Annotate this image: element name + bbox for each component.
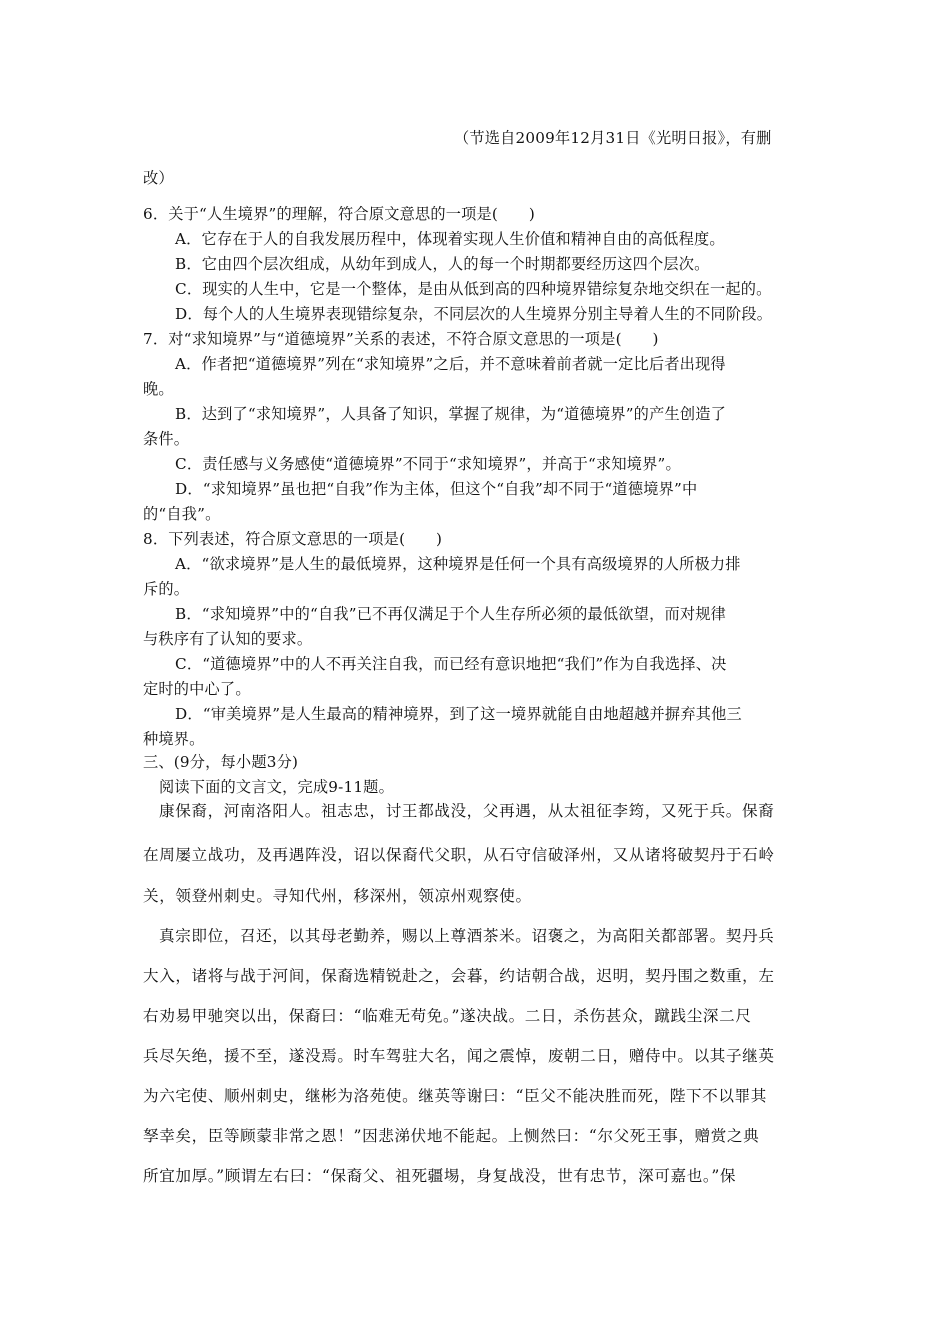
passage-line: 所宜加厚。”顾谓左右曰：“保裔父、祖死疆埸，身复战没，世有忠节，深可嘉也。”保 bbox=[143, 1167, 737, 1185]
question-7-option-a-cont: 晚。 bbox=[143, 380, 174, 398]
question-8-option-c: C．“道德境界”中的人不再关注自我，而已经有意识地把“我们”作为自我选择、决 bbox=[175, 655, 727, 673]
question-8-option-a: A．“欲求境界”是人生的最低境界，这种境界是任何一个具有高级境界的人所极力排 bbox=[175, 555, 741, 573]
question-8-option-d: D．“审美境界”是人生最高的精神境界，到了这一境界就能自由地超越并摒弃其他三 bbox=[175, 705, 742, 723]
question-8-option-b-cont: 与秩序有了认知的要求。 bbox=[143, 630, 313, 648]
question-6-stem: 6．关于“人生境界”的理解，符合原文意思的一项是( ) bbox=[143, 205, 535, 223]
question-7-option-d: D．“求知境界”虽也把“自我”作为主体，但这个“自我”却不同于“道德境界”中 bbox=[175, 480, 698, 498]
question-7-option-d-cont: 的“自我”。 bbox=[143, 505, 221, 523]
source-citation-line2: 改） bbox=[143, 169, 174, 187]
section-3-heading: 三、(9分，每小题3分) bbox=[143, 753, 299, 771]
source-citation-line1: （节选自2009年12月31日《光明日报》，有删 bbox=[454, 129, 772, 147]
question-7-option-b: B．达到了“求知境界”，人具备了知识，掌握了规律，为“道德境界”的产生创造了 bbox=[175, 405, 727, 423]
question-7-stem: 7．对“求知境界”与“道德境界”关系的表述，不符合原文意思的一项是( ) bbox=[143, 330, 659, 348]
passage-line: 真宗即位，召还，以其母老勤养，赐以上尊酒茶米。诏褒之，为高阳关都部署。契丹兵 bbox=[159, 927, 775, 945]
question-6-option-d: D．每个人的人生境界表现错综复杂，不同层次的人生境界分别主导着人生的不同阶段。 bbox=[175, 305, 773, 323]
passage-line: 孥幸矣，臣等顾蒙非常之恩！”因悲涕伏地不能起。上恻然曰：“尔父死王事，赠赏之典 bbox=[143, 1127, 760, 1145]
question-8-option-d-cont: 种境界。 bbox=[143, 730, 205, 748]
passage-line: 为六宅使、顺州刺史，继彬为洛苑使。继英等谢曰：“臣父不能决胜而死，陛下不以罪其 bbox=[143, 1087, 767, 1105]
question-7-option-a: A．作者把“道德境界”列在“求知境界”之后，并不意味着前者就一定比后者出现得 bbox=[175, 355, 726, 373]
passage-line: 大入，诸将与战于河间，保裔选精锐赴之，会暮，约诘朝合战，迟明，契丹围之数重，左 bbox=[143, 967, 775, 985]
question-6-option-c: C．现实的人生中，它是一个整体，是由从低到高的四种境界错综复杂地交织在一起的。 bbox=[175, 280, 772, 298]
question-6-option-a: A．它存在于人的自我发展历程中，体现着实现人生价值和精神自由的高低程度。 bbox=[175, 230, 725, 248]
section-3-instruction: 阅读下面的文言文，完成9-11题。 bbox=[159, 778, 394, 796]
question-8-stem: 8．下列表述，符合原文意思的一项是( ) bbox=[143, 530, 443, 548]
passage-line: 在周屡立战功，及再遇阵没，诏以保裔代父职，从石守信破泽州，又从诸将破契丹于石岭 bbox=[143, 846, 775, 864]
passage-line: 康保裔，河南洛阳人。祖志忠，讨王都战没，父再遇，从太祖征李筠，又死于兵。保裔 bbox=[159, 802, 775, 820]
question-7-option-c: C．责任感与义务感使“道德境界”不同于“求知境界”，并高于“求知境界”。 bbox=[175, 455, 681, 473]
question-6-option-b: B．它由四个层次组成，从幼年到成人，人的每一个时期都要经历这四个层次。 bbox=[175, 255, 710, 273]
question-8-option-b: B．“求知境界”中的“自我”已不再仅满足于个人生存所必须的最低欲望，而对规律 bbox=[175, 605, 727, 623]
question-7-option-b-cont: 条件。 bbox=[143, 430, 190, 448]
passage-line: 兵尽矢绝，援不至，遂没焉。时车驾驻大名，闻之震悼，废朝二日，赠侍中。以其子继英 bbox=[143, 1047, 775, 1065]
passage-line: 关，领登州刺史。寻知代州，移深州，领凉州观察使。 bbox=[143, 887, 532, 905]
passage-line: 右劝易甲驰突以出，保裔曰：“临难无苟免。”遂决战。二日，杀伤甚众，蹴践尘深二尺 bbox=[143, 1007, 752, 1025]
question-8-option-a-cont: 斥的。 bbox=[143, 580, 190, 598]
question-8-option-c-cont: 定时的中心了。 bbox=[143, 680, 251, 698]
